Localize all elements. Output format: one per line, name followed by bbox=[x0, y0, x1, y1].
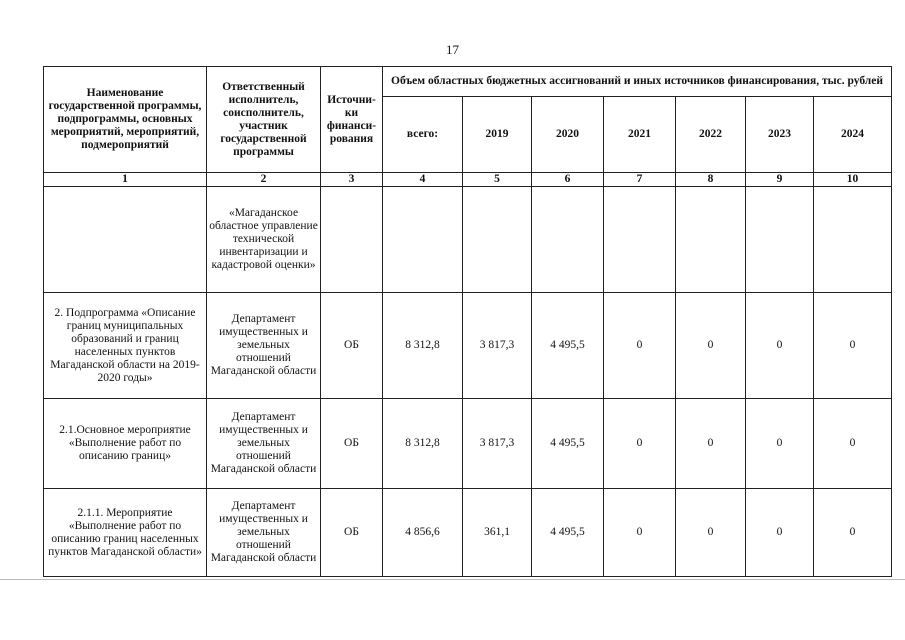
row-total bbox=[383, 187, 463, 293]
header-year: 2023 bbox=[746, 97, 814, 173]
row-value-2022: 0 bbox=[676, 489, 746, 577]
row-source bbox=[321, 187, 383, 293]
column-number: 1 bbox=[44, 173, 207, 187]
row-value-2021: 0 bbox=[604, 293, 676, 399]
row-value-2023: 0 bbox=[746, 489, 814, 577]
header-total: всего: bbox=[383, 97, 463, 173]
row-source: ОБ bbox=[321, 293, 383, 399]
header-executor: Ответственный исполнитель, соисполнитель, участник государственной программы bbox=[207, 67, 321, 173]
row-value-2020: 4 495,5 bbox=[532, 489, 604, 577]
column-number-row bbox=[44, 173, 892, 187]
column-number: 9 bbox=[746, 173, 814, 187]
header-year: 2021 bbox=[604, 97, 676, 173]
row-source: ОБ bbox=[321, 399, 383, 489]
row-value-2023: 0 bbox=[746, 399, 814, 489]
row-value-2024: 0 bbox=[814, 293, 892, 399]
row-total: 4 856,6 bbox=[383, 489, 463, 577]
row-executor: Департамент имущественных и земельных отношений Магаданской области bbox=[207, 489, 321, 577]
row-executor: Департамент имущественных и земельных отношений Магаданской области bbox=[207, 293, 321, 399]
header-funding-group: Объем областных бюджетных ассигнований и иных источников финансирования, тыс. рублей bbox=[383, 67, 892, 97]
row-value-2022: 0 bbox=[676, 399, 746, 489]
table-row bbox=[44, 293, 892, 399]
header-year: 2024 bbox=[814, 97, 892, 173]
page-divider bbox=[0, 579, 905, 580]
row-name: 2.1.Основное мероприятие «Выполнение работ по описанию границ» bbox=[44, 399, 207, 489]
row-name: 2.1.1. Мероприятие «Выполнение работ по описанию границ населенных пунктов Магаданской области» bbox=[44, 489, 207, 577]
row-executor: «Магаданское областное управление технической инвентаризации и кадастровой оценки» bbox=[207, 187, 321, 293]
row-value-2024: 0 bbox=[814, 399, 892, 489]
row-source: ОБ bbox=[321, 489, 383, 577]
row-value-2024: 0 bbox=[814, 489, 892, 577]
row-name bbox=[44, 187, 207, 293]
row-total: 8 312,8 bbox=[383, 399, 463, 489]
row-value-2019: 3 817,3 bbox=[463, 293, 532, 399]
column-number: 3 bbox=[321, 173, 383, 187]
column-number: 2 bbox=[207, 173, 321, 187]
table-row bbox=[44, 187, 892, 293]
table-row bbox=[44, 489, 892, 577]
row-value-2023 bbox=[746, 187, 814, 293]
row-value-2022 bbox=[676, 187, 746, 293]
column-number: 6 bbox=[532, 173, 604, 187]
row-total: 8 312,8 bbox=[383, 293, 463, 399]
row-value-2019: 3 817,3 bbox=[463, 399, 532, 489]
header-year: 2022 bbox=[676, 97, 746, 173]
row-name: 2. Подпрограмма «Описание границ муниципальных образований и границ населенных пунктов Магаданской области на 2019-2020 годы» bbox=[44, 293, 207, 399]
row-value-2020 bbox=[532, 187, 604, 293]
header-year: 2019 bbox=[463, 97, 532, 173]
row-value-2019 bbox=[463, 187, 532, 293]
row-value-2021: 0 bbox=[604, 399, 676, 489]
row-value-2024 bbox=[814, 187, 892, 293]
column-number: 4 bbox=[383, 173, 463, 187]
row-value-2021: 0 bbox=[604, 489, 676, 577]
row-value-2022: 0 bbox=[676, 293, 746, 399]
column-number: 8 bbox=[676, 173, 746, 187]
row-value-2020: 4 495,5 bbox=[532, 399, 604, 489]
row-value-2020: 4 495,5 bbox=[532, 293, 604, 399]
column-number: 10 bbox=[814, 173, 892, 187]
header-year: 2020 bbox=[532, 97, 604, 173]
header-name: Наименование государственной программы, подпрограммы, основных мероприятий, мероприятий, подмероприятий bbox=[44, 67, 207, 173]
column-number: 7 bbox=[604, 173, 676, 187]
page-number: 17 bbox=[446, 42, 459, 57]
row-value-2021 bbox=[604, 187, 676, 293]
column-number: 5 bbox=[463, 173, 532, 187]
row-value-2023: 0 bbox=[746, 293, 814, 399]
header-source: Источни-ки финанси-рования bbox=[321, 67, 383, 173]
table-row bbox=[44, 399, 892, 489]
row-value-2019: 361,1 bbox=[463, 489, 532, 577]
row-executor: Департамент имущественных и земельных отношений Магаданской области bbox=[207, 399, 321, 489]
budget-table bbox=[43, 66, 892, 577]
